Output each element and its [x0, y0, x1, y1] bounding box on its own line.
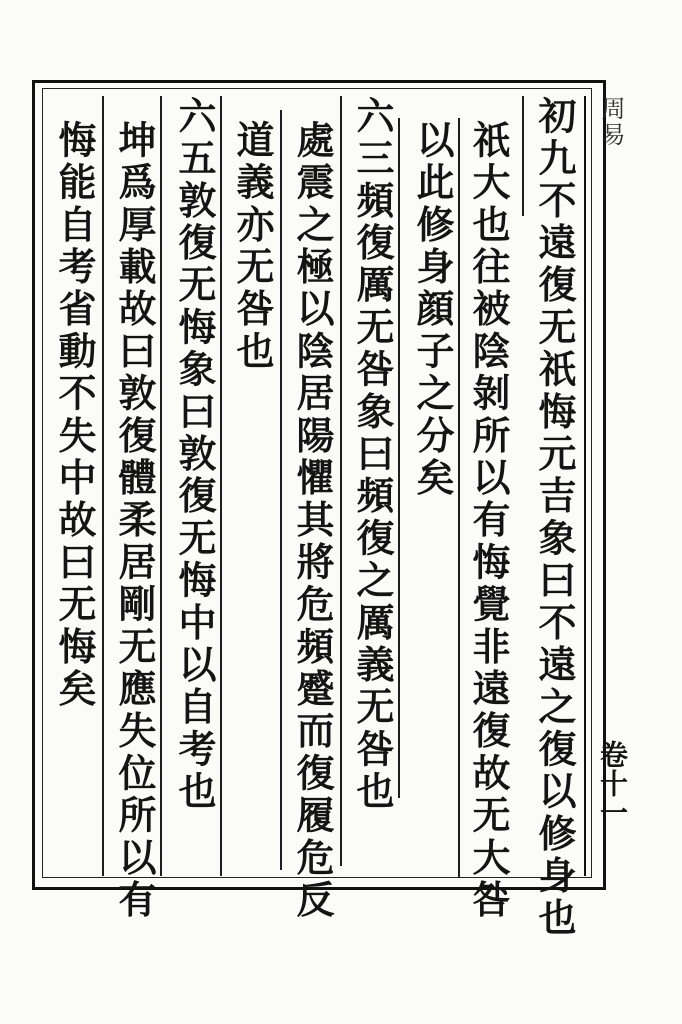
text-column-5: 處震之極以陰居陽懼其將危頻蹙而復履危反 [290, 120, 335, 922]
text-column-6: 道義亦无咎也 [230, 120, 275, 374]
text-column-8: 坤爲厚載故曰敦復體柔居剛无應失位所以有 [112, 120, 157, 922]
text-column-9: 悔能自考省動不失中故曰无悔矣 [52, 120, 97, 711]
text-column-3: 以此修身顔子之分矣 [410, 120, 455, 500]
column-rule [102, 96, 104, 876]
text-column-1: 初九不遠復无祇悔元吉象曰不遠之復以修身也 [532, 96, 577, 940]
text-column-7: 六五敦復无悔象曰敦復无悔中以自考也 [172, 96, 217, 814]
column-rule [522, 96, 524, 216]
margin-title: 周易 [597, 96, 625, 148]
text-column-2: 祇大也往被陰剝所以有悔覺非遠復故无大咎 [466, 120, 511, 922]
column-rule [160, 96, 162, 876]
column-rule [398, 118, 400, 798]
margin-rule [584, 96, 586, 876]
column-rule [220, 96, 222, 876]
margin-chapter: 卷十一 [596, 740, 629, 827]
column-rule [280, 110, 282, 870]
column-rule [340, 96, 342, 866]
column-rule [458, 118, 460, 878]
text-column-4: 六三頻復厲无咎象曰頻復之厲義无咎也 [350, 96, 395, 814]
